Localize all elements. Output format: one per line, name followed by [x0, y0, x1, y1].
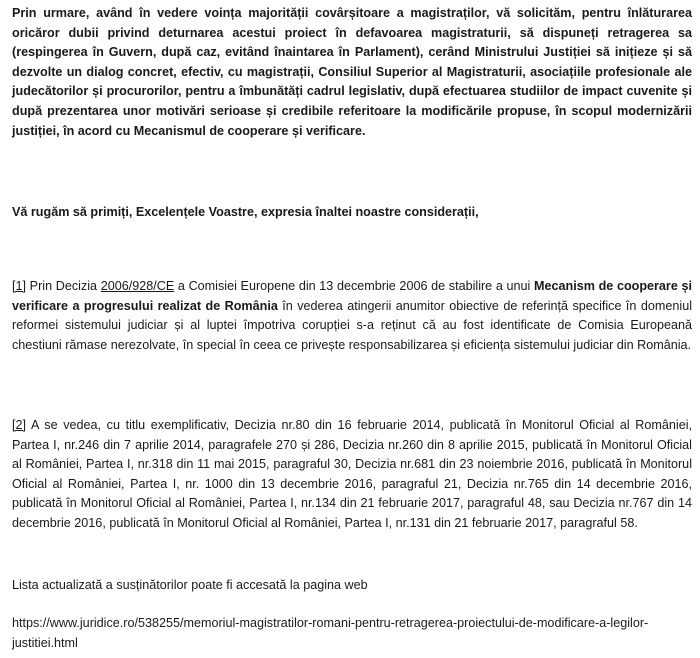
footnote-1-text-b: a Comisiei Europene din 13 decembrie 2006 de stabilire a unui: [174, 279, 535, 293]
footnote-2-ref-link[interactable]: [2]: [12, 418, 27, 432]
intro-paragraph: Prin urmare, având în vedere voința majorității covârșitoare a magistraților, vă solicităm, pentru înlăturarea oricăror dubii privind deturnarea acestui proiect în defavoarea magistraturii, să dispuneți retragerea sa (respingerea în Guvern, după caz, evitând înaintarea în Parlament), cerând Ministrului Justiției să inițieze și să dezvolte un dialog concret, efectiv, cu magistrații, Consiliul Superior al Magistraturii, asociațiile profesionale ale judecătorilor și procurorilor, pentru a îmbunătăți cadrul legislativ, după efectuarea studiilor de impact cuvenite și după prezentarea unor motivări serioase și credibile referitoare la modificările propuse, în scopul modernizării justiției, în acord cu Mecanismul de cooperare și verificare.: [12, 6, 692, 138]
footnote-1-text-a: Prin Decizia: [26, 279, 101, 293]
footnote-1: [12, 277, 692, 355]
source-url[interactable]: https://www.juridice.ro/538255/memoriul-magistratilor-romani-pentru-retragerea-proiectului-de-modificare-a-legilor-justitiei.html: [12, 616, 649, 650]
mechanism-name: Mecanism de cooperare și verificare a progresului realizat de România: [12, 279, 693, 313]
footnote-1-text-c: în vederea atingerii anumitor obiective de referință specifice în domeniul reformei sistemului judiciar și al luptei împotriva corupției s-a reținut că au fost identificate de Comisia Europeană chestiuni rămase nerezolvate, în special în ceea ce privește responsabilizarea și eficiența sistemului judiciar din România.: [12, 298, 692, 352]
closing-paragraph: Vă rugăm să primiți, Excelențele Voastre, expresia înaltei noastre considerații,: [12, 205, 479, 219]
footnote-2-text: A se vedea, cu titlu exemplificativ, Decizia nr.80 din 16 februarie 2014, publicată în Monitorul Oficial al României, Partea I, nr.246 din 7 aprilie 2014, paragrafele 270 și 286, Decizia nr.260 din 8 aprilie 2015, publicată în Monitorul Oficial al României, Partea I, nr.318 din 11 mai 2015, paragraful 30, Decizia nr.681 din 23 noiembrie 2016, publicată în Monitorul Oficial al României, Partea I, nr. 1000 din 13 decembrie 2016, paragraful 21, Decizia nr.765 din 14 decembrie 2016, publicată în Monitorul Oficial al României, Partea I, nr.134 din 21 februarie 2017, paragraful 48, sau Decizia nr.767 din 14 decembrie 2016, publicată în Monitorul Oficial al României, Partea I, nr.131 din 21 februarie 2017, paragraful 58.: [12, 418, 692, 530]
footnote-2: [12, 416, 692, 534]
list-note: Lista actualizată a susținătorilor poate fi accesată la pagina web: [12, 578, 368, 592]
decision-link[interactable]: 2006/928/CE: [100, 279, 175, 293]
footnote-1-ref-link[interactable]: [1]: [12, 279, 27, 293]
